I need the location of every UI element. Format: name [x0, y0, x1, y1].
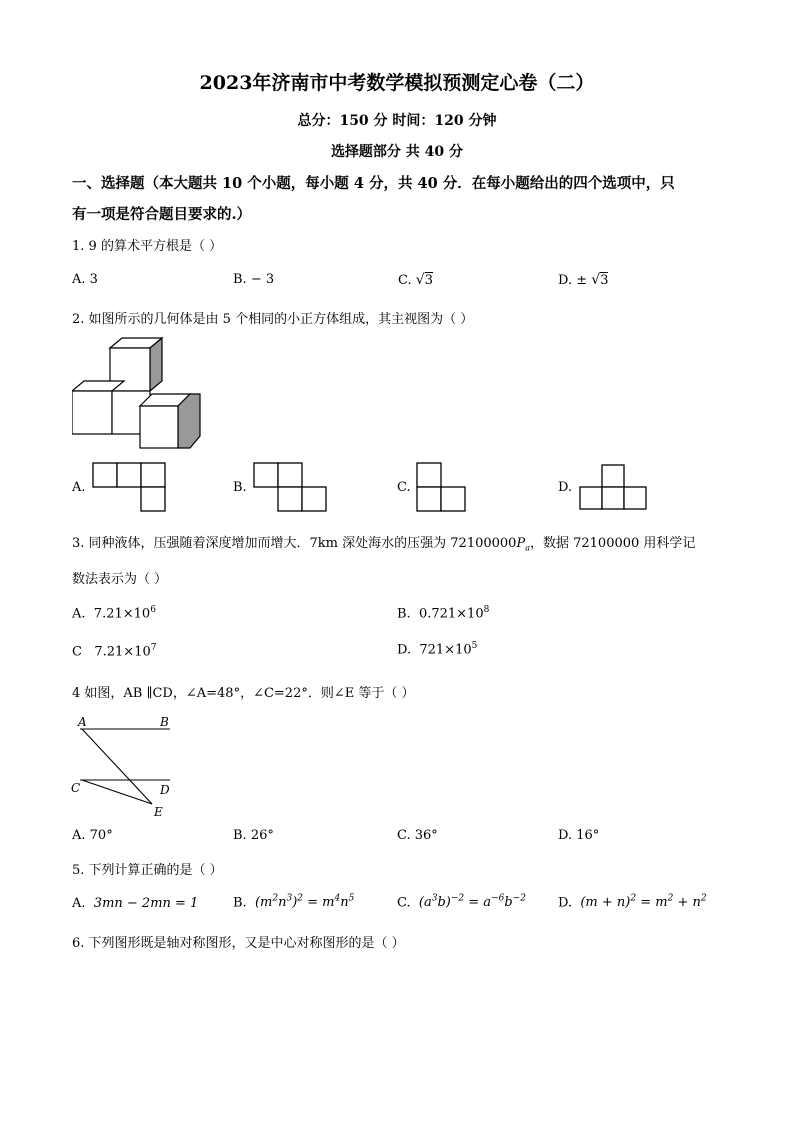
- q2-option-c-label: C.: [397, 480, 411, 495]
- section-heading-line2: 有一项是符合题目要求的.）: [72, 206, 252, 223]
- q2-stem: 2. 如图所示的几何体是由 5 个相同的小正方体组成，其主视图为（ ）: [72, 312, 474, 327]
- label-a: A: [78, 715, 87, 729]
- q1-option-d: [558, 272, 608, 288]
- q4-option-b: B. 26°: [233, 828, 274, 843]
- q5-option-c: C. $(a^3b)^{-2} = a^{-6}b^{-2}$: [397, 894, 526, 911]
- q4-stem: 4 如图，AB ∥CD，∠A=48°，∠C=22°．则∠E 等于（ ）: [72, 686, 415, 701]
- q1-option-a: A. 3: [72, 272, 98, 287]
- q3-stem-text-b: ，数据 72100000 用科学记: [529, 536, 696, 551]
- page-title: 2023年济南市中考数学模拟预测定心卷（二）: [199, 72, 595, 94]
- section-heading-line1: 一、选择题（本大题共 10 个小题，每小题 4 分，共 40 分．在每小题给出的四个选项中，只: [72, 175, 675, 192]
- score-time: 总分：150 分 时间：120 分钟: [297, 113, 497, 129]
- q3-option-d: D. $721\times 10^5$: [397, 641, 478, 658]
- q2-option-d-label: D.: [558, 480, 573, 495]
- q2-option-a-label: A.: [72, 480, 86, 495]
- q3-stem-line2: 数法表示为（ ）: [72, 572, 168, 587]
- q4-option-a: A. 70°: [72, 828, 113, 843]
- label-d: D: [160, 783, 170, 797]
- q3-option-a: A. $7.21\times 10^6$: [72, 605, 156, 622]
- q5-stem: 5. 下列计算正确的是（ ）: [72, 863, 223, 878]
- q4-geometry-figure: [70, 712, 180, 822]
- label-e: E: [154, 805, 163, 819]
- sqrt-icon: √: [415, 272, 425, 288]
- q2-option-a-figure: [92, 462, 168, 512]
- label-b: B: [160, 715, 169, 729]
- q5-option-b: B. $(m^2n^3)^2 = m^4n^5$: [233, 894, 355, 911]
- q1-option-c-label: C.: [398, 273, 412, 288]
- q6-stem: 6. 下列图形既是轴对称图形，又是中心对称图形的是（ ）: [72, 936, 405, 951]
- q1-option-d-label: D. ±: [558, 273, 588, 288]
- q1-option-d-radicand: 3: [600, 273, 609, 288]
- q1-stem: 1. 9 的算术平方根是（ ）: [72, 239, 223, 254]
- q1-option-b: B. − 3: [233, 272, 275, 287]
- q2-option-d-figure: [579, 464, 649, 512]
- q2-option-b-figure: [253, 462, 329, 512]
- q3-stem-text: 3. 同种液体，压强随着深度增加而增大．7km 深处海水的压强为 72100000: [72, 536, 517, 551]
- q5-option-a-expr: 3mn − 2mn = 1: [93, 896, 199, 911]
- q1-option-c-radicand: 3: [424, 273, 433, 288]
- q2-solid-figure: [72, 336, 212, 451]
- q2-option-c-figure: [416, 462, 468, 512]
- q1-option-c: [398, 272, 433, 288]
- q5-option-a: A. 3mn − 2mn = 1: [72, 896, 199, 911]
- q3-option-b: B. $0.721\times 10^8$: [397, 605, 490, 622]
- part-heading: 选择题部分 共 40 分: [330, 144, 464, 160]
- q3-unit: $P_a$: [516, 536, 530, 553]
- q4-option-c: C. 36°: [397, 828, 438, 843]
- sqrt-icon: √: [591, 272, 601, 288]
- q4-option-d: D. 16°: [558, 828, 600, 843]
- label-c: C: [71, 781, 81, 795]
- q3-option-c: C $7.21\times 10^7$: [72, 643, 157, 660]
- q5-option-d: D. $(m + n)^2 = m^2 + n^2$: [558, 894, 707, 911]
- q3-stem-line1: [72, 532, 695, 553]
- q2-option-b-label: B.: [233, 480, 247, 495]
